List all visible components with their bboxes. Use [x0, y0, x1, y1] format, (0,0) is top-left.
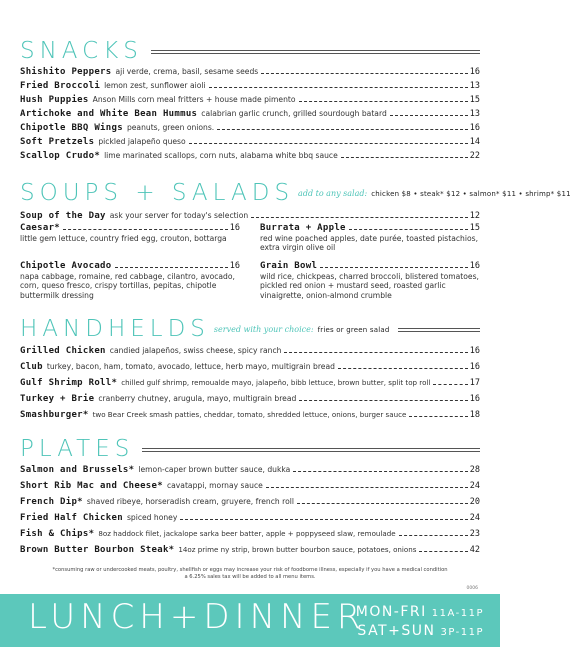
list-item: Hush Puppies Anson Mills corn meal fritters + house made pimento 15	[20, 95, 480, 105]
handhelds-side-note: served with your choice:	[213, 325, 314, 334]
section-rule	[151, 50, 480, 54]
list-item: Salmon and Brussels* lemon-caper brown butter sauce, dukka 28	[20, 465, 480, 475]
list-item: Chipotle BBQ Wings peanuts, green onions. 16	[20, 123, 480, 133]
banner-title: LUNCH+DINNER	[28, 597, 366, 637]
list-item: Chipotle Avocado 16 napa cabbage, romaine, red cabbage, cilantro, avocado, corn, queso fresco, crispy tortillas, pepitas, chipotle buttermilk dressing	[20, 261, 240, 300]
list-item: Soup of the Day ask your server for today's selection 12	[20, 211, 480, 221]
menu-code: 0006	[466, 586, 478, 591]
list-item: Short Rib Mac and Cheese* cavatappi, mornay sauce 24	[20, 481, 480, 491]
section-rule	[142, 448, 480, 452]
plates-heading	[20, 438, 480, 461]
list-item: Soft Pretzels pickled jalapeño queso 14	[20, 137, 480, 147]
hours-weekend: SAT+SUN 3P-11P	[357, 623, 484, 639]
list-item: Smashburger* two Bear Creek smash patties, cheddar, tomato, shredded lettuce, onions, burger sauce 18	[20, 410, 480, 420]
list-item: Fried Broccoli lemon zest, sunflower aioli 13	[20, 81, 480, 91]
handhelds-heading	[20, 318, 480, 341]
list-item: Caesar* 16 little gem lettuce, country fried egg, crouton, bottarga	[20, 223, 240, 243]
salad-addon-note: add to any salad:	[298, 189, 368, 198]
soups-heading	[20, 180, 571, 206]
list-item: Fish & Chips* 8oz haddock filet, jackalope sarka beer batter, apple + poppyseed slaw, remoulade 23	[20, 529, 480, 539]
list-item: Artichoke and White Bean Hummus calabrian garlic crunch, grilled sourdough batard 13	[20, 109, 480, 119]
list-item: Grain Bowl 16 wild rice, chickpeas, charred broccoli, blistered tomatoes, pickled red onion + mustard seed, roasted garlic vinaigrette, onion-almond crumble	[260, 261, 480, 300]
list-item: Brown Butter Bourbon Steak* 14oz prime ny strip, brown butter bourbon sauce, potatoes, onions 42	[20, 545, 480, 555]
list-item: Turkey + Brie cranberry chutney, arugula, mayo, multigrain bread 16	[20, 394, 480, 404]
list-item: Shishito Peppers aji verde, crema, basil, sesame seeds 16	[20, 67, 480, 77]
plates-title: PLATES	[20, 436, 135, 462]
list-item: Gulf Shrimp Roll* chilled gulf shrimp, remoualde mayo, jalapeño, bibb lettuce, brown butter, split top roll 17	[20, 378, 480, 388]
allergy-footnote: *consuming raw or undercooked meats, poultry, shellfish or eggs may increase your risk of foodborne illness, especially if you have a medical condition a 6.25% sales tax will be added to all menu items.	[52, 567, 448, 580]
snacks-title: SNACKS	[20, 38, 143, 64]
list-item: French Dip* shaved ribeye, horseradish cream, gruyere, french roll 20	[20, 497, 480, 507]
soups-title: SOUPS + SALADS	[20, 180, 295, 206]
list-item: Fried Half Chicken spiced honey 24	[20, 513, 480, 523]
salad-addon-options: chicken $8 • steak* $12 • salmon* $11 • shrimp* $11	[371, 189, 571, 198]
list-item: Grilled Chicken candied jalapeños, swiss cheese, spicy ranch 16	[20, 346, 480, 356]
hours-weekday: MON-FRI 11A-11P	[355, 604, 484, 620]
handhelds-side-options: fries or green salad	[317, 325, 390, 334]
handhelds-title: HANDHELDS	[20, 316, 210, 342]
list-item: Scallop Crudo* lime marinated scallops, corn nuts, alabama white bbq sauce 22	[20, 151, 480, 161]
snacks-heading	[20, 40, 480, 63]
list-item: Burrata + Apple 15 red wine poached apples, date purée, toasted pistachios, extra virgin olive oil	[260, 223, 480, 252]
list-item: Club turkey, bacon, ham, tomato, avocado, lettuce, herb mayo, multigrain bread 16	[20, 362, 480, 372]
section-rule	[398, 328, 481, 332]
lunch-dinner-banner	[0, 594, 500, 647]
